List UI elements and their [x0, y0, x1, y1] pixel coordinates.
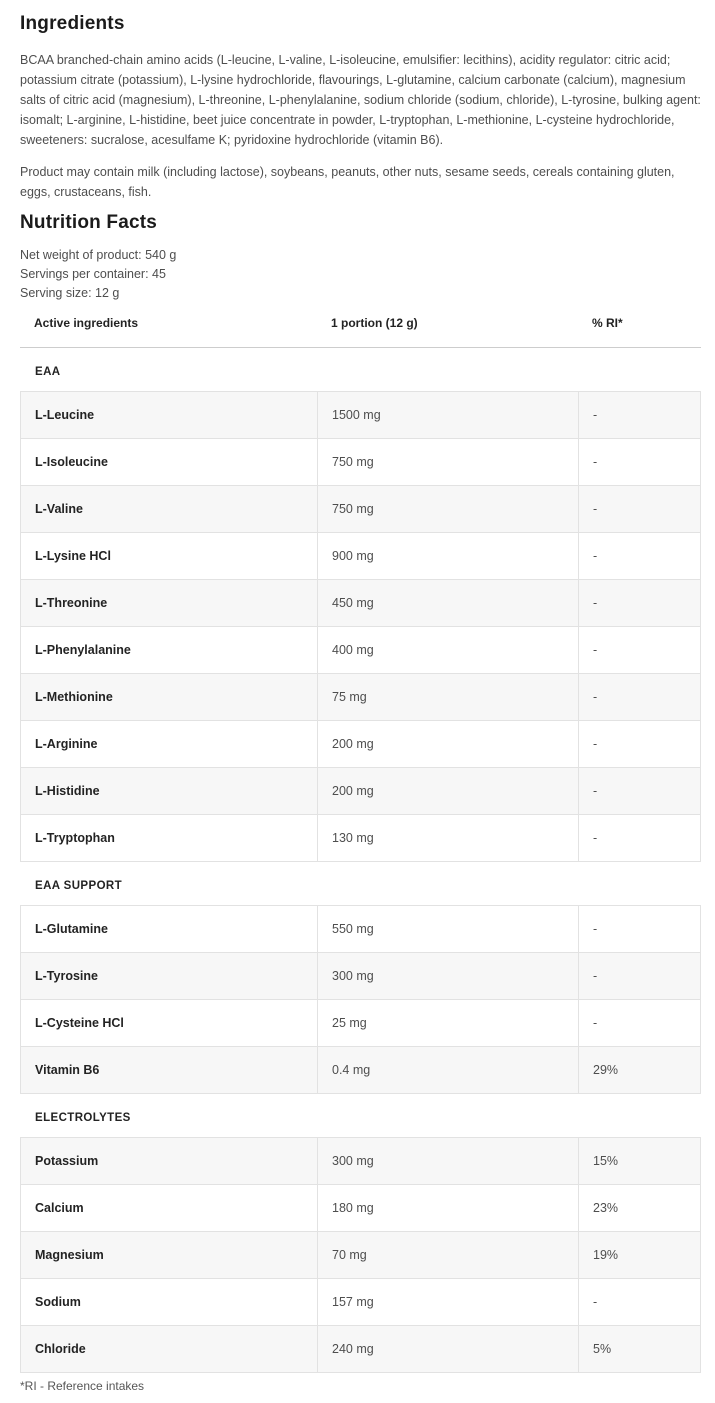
ingredient-name-cell: L-Glutamine: [35, 922, 108, 936]
nutrition-table-sections: [20, 366, 701, 1373]
ri-cell: 5%: [578, 1326, 700, 1372]
net-weight-line: Net weight of product: 540 g: [20, 248, 177, 262]
header-divider: [20, 347, 701, 348]
amount-cell: 550 mg: [317, 906, 578, 952]
ingredient-name-cell: L-Histidine: [35, 784, 100, 798]
ri-cell: 15%: [578, 1138, 700, 1184]
amount-cell: 70 mg: [317, 1232, 578, 1278]
ingredient-name-cell: L-Threonine: [35, 596, 108, 610]
servings-per-container-line: Servings per container: 45: [20, 267, 166, 281]
amount-cell: 1500 mg: [317, 392, 578, 438]
table-row: [21, 1184, 700, 1231]
table-row: [21, 532, 700, 579]
allergen-warning-text: Product may contain milk (including lactose), soybeans, peanuts, other nuts, sesame seeds, cereals containing gluten, eggs, crustaceans, fish.: [20, 165, 675, 199]
amount-cell: 240 mg: [317, 1326, 578, 1372]
column-header-active-ingredients: Active ingredients: [34, 316, 139, 330]
table-row: [21, 906, 700, 952]
amount-cell: 75 mg: [317, 674, 578, 720]
ri-cell: -: [578, 392, 700, 438]
ingredient-name-cell: Sodium: [35, 1295, 81, 1309]
serving-info: [20, 246, 701, 303]
serving-size-line: Serving size: 12 g: [20, 286, 120, 300]
ingredient-name-cell: L-Valine: [35, 502, 83, 516]
table-row: [21, 485, 700, 532]
ingredient-name-cell: Potassium: [35, 1154, 99, 1168]
table-row: [21, 1278, 700, 1325]
nutrition-table: [20, 905, 701, 1094]
ingredient-name-cell: Chloride: [35, 1342, 86, 1356]
amount-cell: 900 mg: [317, 533, 578, 579]
table-row: [21, 952, 700, 999]
table-row: [21, 720, 700, 767]
ri-cell: 19%: [578, 1232, 700, 1278]
nutrition-facts-title: Nutrition Facts: [20, 212, 158, 233]
column-header-ri: % RI*: [592, 316, 623, 330]
ri-cell: -: [578, 1000, 700, 1046]
amount-cell: 300 mg: [317, 1138, 578, 1184]
table-row: [21, 814, 700, 861]
amount-cell: 300 mg: [317, 953, 578, 999]
table-row: [21, 579, 700, 626]
ingredient-name-cell: L-Lysine HCl: [35, 549, 111, 563]
table-row: [21, 1046, 700, 1093]
column-header-portion: 1 portion (12 g): [331, 316, 418, 330]
ingredient-name-cell: L-Tyrosine: [35, 969, 98, 983]
table-row: [21, 1138, 700, 1184]
ingredient-name-cell: Vitamin B6: [35, 1063, 100, 1077]
ri-cell: -: [578, 953, 700, 999]
ri-cell: 23%: [578, 1185, 700, 1231]
amount-cell: 200 mg: [317, 721, 578, 767]
nutrition-table: [20, 1137, 701, 1373]
nutrition-table: [20, 391, 701, 862]
section-label-electrolytes: ELECTROLYTES: [35, 1112, 131, 1124]
ri-cell: -: [578, 439, 700, 485]
table-row: [21, 1231, 700, 1278]
section-label-eaa-support: EAA SUPPORT: [35, 880, 123, 892]
table-column-headers: [20, 316, 701, 330]
ingredient-name-cell: L-Methionine: [35, 690, 113, 704]
ri-cell: -: [578, 486, 700, 532]
ri-cell: -: [578, 580, 700, 626]
amount-cell: 750 mg: [317, 486, 578, 532]
amount-cell: 0.4 mg: [317, 1047, 578, 1093]
ingredients-composition-text: BCAA branched-chain amino acids (L-leucine, L-valine, L-isoleucine, emulsifier: lecithins), acidity regulator: citric acid; potassium citrate (potassium), L-lysine hydrochloride, flavourings, L-glutamine, calcium carbonate (calcium), magnesium salts of citric acid (magnesium), L-threonine, L-phenylalanine, sodium chloride (sodium, chloride), L-tyrosine, bulking agent: isomalt; L-arginine, L-histidine, beet juice concentrate in powder, L-tryptophan, L-methionine, L-cysteine hydrochloride, sweeteners: sucralose, acesulfame K; pyridoxine hydrochloride (vitamin B6).: [20, 53, 701, 147]
ingredient-name-cell: L-Tryptophan: [35, 831, 115, 845]
amount-cell: 750 mg: [317, 439, 578, 485]
ingredient-name-cell: L-Arginine: [35, 737, 98, 751]
ri-cell: -: [578, 815, 700, 861]
amount-cell: 450 mg: [317, 580, 578, 626]
ri-cell: -: [578, 906, 700, 952]
amount-cell: 157 mg: [317, 1279, 578, 1325]
ri-cell: 29%: [578, 1047, 700, 1093]
ingredient-name-cell: L-Leucine: [35, 408, 95, 422]
ingredient-name-cell: Calcium: [35, 1201, 84, 1215]
amount-cell: 400 mg: [317, 627, 578, 673]
table-row: [21, 626, 700, 673]
ri-cell: -: [578, 533, 700, 579]
ingredient-name-cell: L-Phenylalanine: [35, 643, 131, 657]
table-row: [21, 673, 700, 720]
ri-cell: -: [578, 768, 700, 814]
amount-cell: 200 mg: [317, 768, 578, 814]
ingredient-name-cell: L-Isoleucine: [35, 455, 108, 469]
amount-cell: 180 mg: [317, 1185, 578, 1231]
ingredient-name-cell: L-Cysteine HCl: [35, 1016, 124, 1030]
ri-cell: -: [578, 721, 700, 767]
table-row: [21, 1325, 700, 1372]
ri-footnote: *RI - Reference intakes: [20, 1379, 145, 1393]
amount-cell: 25 mg: [317, 1000, 578, 1046]
ri-cell: -: [578, 1279, 700, 1325]
ingredients-title: Ingredients: [20, 13, 125, 34]
ingredient-name-cell: Magnesium: [35, 1248, 104, 1262]
amount-cell: 130 mg: [317, 815, 578, 861]
section-label-eaa: EAA: [35, 366, 61, 378]
table-row: [21, 767, 700, 814]
table-row: [21, 392, 700, 438]
table-row: [21, 999, 700, 1046]
ri-cell: -: [578, 627, 700, 673]
table-row: [21, 438, 700, 485]
ri-cell: -: [578, 674, 700, 720]
